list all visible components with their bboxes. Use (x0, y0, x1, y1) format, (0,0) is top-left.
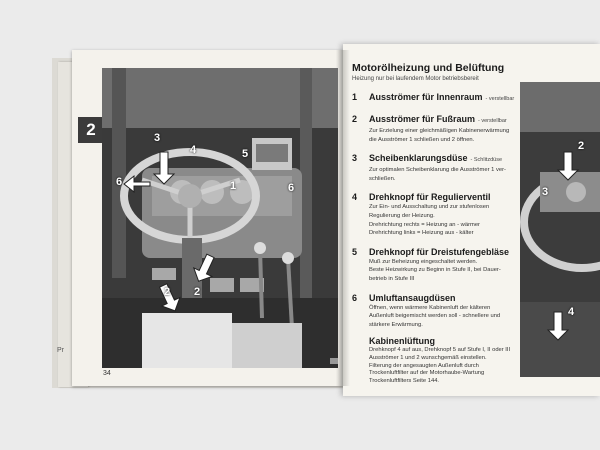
steering-column-illustration (520, 82, 600, 377)
item-heading: Drehknopf für Regulierventil (369, 192, 491, 203)
cabin-ventilation-line: Trockenluftfilters Seite 144. (369, 377, 440, 384)
page-title: Motorölheizung und Belüftung (352, 62, 505, 74)
cabin-ventilation-line: Drehknopf 4 auf aus, Drehknopf 5 auf Stufe I, II oder III (369, 347, 511, 354)
cab-interior-photo (102, 68, 338, 368)
cabin-ventilation-line: Ausströmer 1 und 2 wunschgemäß einstellen. (369, 354, 487, 361)
item-description-line: Drehrichtung rechts = Heizung an - wärmer (369, 221, 480, 228)
item-description-line: betrieb in Stufe III (369, 275, 415, 282)
item-description-line: schließen. (369, 175, 396, 182)
photo-label-4: 4 (568, 306, 575, 318)
steering-column-photo (520, 82, 600, 377)
item-description-line: die Ausströmer 1 schließen und 2 öffnen. (369, 136, 475, 143)
photo-label-3: 3 (542, 186, 549, 198)
photo-label-2: 2 (578, 140, 585, 152)
instruction-item (352, 192, 518, 237)
chapter-tab: 2 (78, 117, 104, 143)
item-suffix: - verstellbar (478, 118, 507, 124)
item-suffix: - verstellbar (485, 96, 515, 102)
item-number: 2 (352, 114, 358, 124)
item-heading: Scheibenklarungsdüse (369, 153, 468, 164)
item-heading: Drehknopf für Dreistufengebläse (369, 246, 510, 257)
item-heading: Umluftansaugdüsen (369, 292, 456, 303)
item-description-line: Außenluft beigemischt werden soll - schnellere und (369, 313, 501, 320)
cab-interior-illustration (102, 68, 338, 368)
cabin-ventilation-line: Trockenluftfilter auf der Motorhaube-Wartung (369, 370, 485, 377)
item-description-line: Öffnen, wenn wärmere Kabinenluft der kälteren (369, 304, 491, 311)
item-description-line: Beste Heizwirkung zu Beginn in Stufe II, bei Dauer- (369, 267, 501, 274)
instruction-item (352, 92, 518, 105)
instruction-item (352, 114, 518, 144)
item-number: 4 (352, 192, 358, 203)
instruction-item (352, 293, 518, 330)
item-description-line: Zur Erzielung einer gleichmäßigen Kabinenerwärmung (369, 128, 510, 134)
photo-label-3: 3 (154, 132, 161, 144)
photo-label-5: 5 (242, 148, 249, 160)
item-suffix: - Schlitzdüse (470, 157, 503, 164)
photo-label-4: 4 (190, 144, 197, 156)
cabin-ventilation-heading: Kabinenlüftung (369, 336, 435, 347)
photo-label-2-right: 2 (194, 286, 201, 298)
instruction-item (352, 247, 518, 284)
photo-label-6-right: 6 (288, 182, 295, 194)
item-description-line: Drehrichtung links = Heizung aus - kälter (369, 230, 474, 237)
book-gutter (336, 50, 350, 386)
photo-label-2-left: 2 (164, 286, 171, 298)
photo-label-1: 1 (230, 180, 237, 192)
item-number: 5 (352, 246, 358, 257)
item-description-line: Regulierung der Heizung. (369, 212, 435, 219)
item-number: 6 (352, 292, 358, 303)
page-number: 34 (103, 370, 111, 377)
underlying-page-text: Pr (57, 347, 64, 354)
cabin-ventilation-line: Filterung der angesaugten Außenluft durch (369, 362, 479, 369)
item-description-line: Muß zur Beheizung eingeschaltet werden. (369, 258, 478, 265)
item-description-line: Zur optimalen Scheibenklarung die Ausströmer 1 ver- (369, 167, 506, 174)
item-heading: Ausströmer für Fußraum (369, 114, 476, 124)
item-number: 3 (352, 153, 358, 164)
instruction-text-column (352, 62, 518, 385)
page-subtitle: Heizung nur bei laufendem Motor betriebsbereit (352, 76, 479, 82)
item-heading: Ausströmer für Innenraum (369, 92, 483, 102)
item-description-line: stärkere Erwärmung. (369, 321, 423, 328)
photo-label-6-left: 6 (116, 176, 123, 188)
item-number: 1 (352, 92, 358, 102)
instruction-item (352, 153, 518, 183)
item-description-line: Zur Ein- und Ausschaltung und zur stufenlosen (369, 204, 490, 211)
